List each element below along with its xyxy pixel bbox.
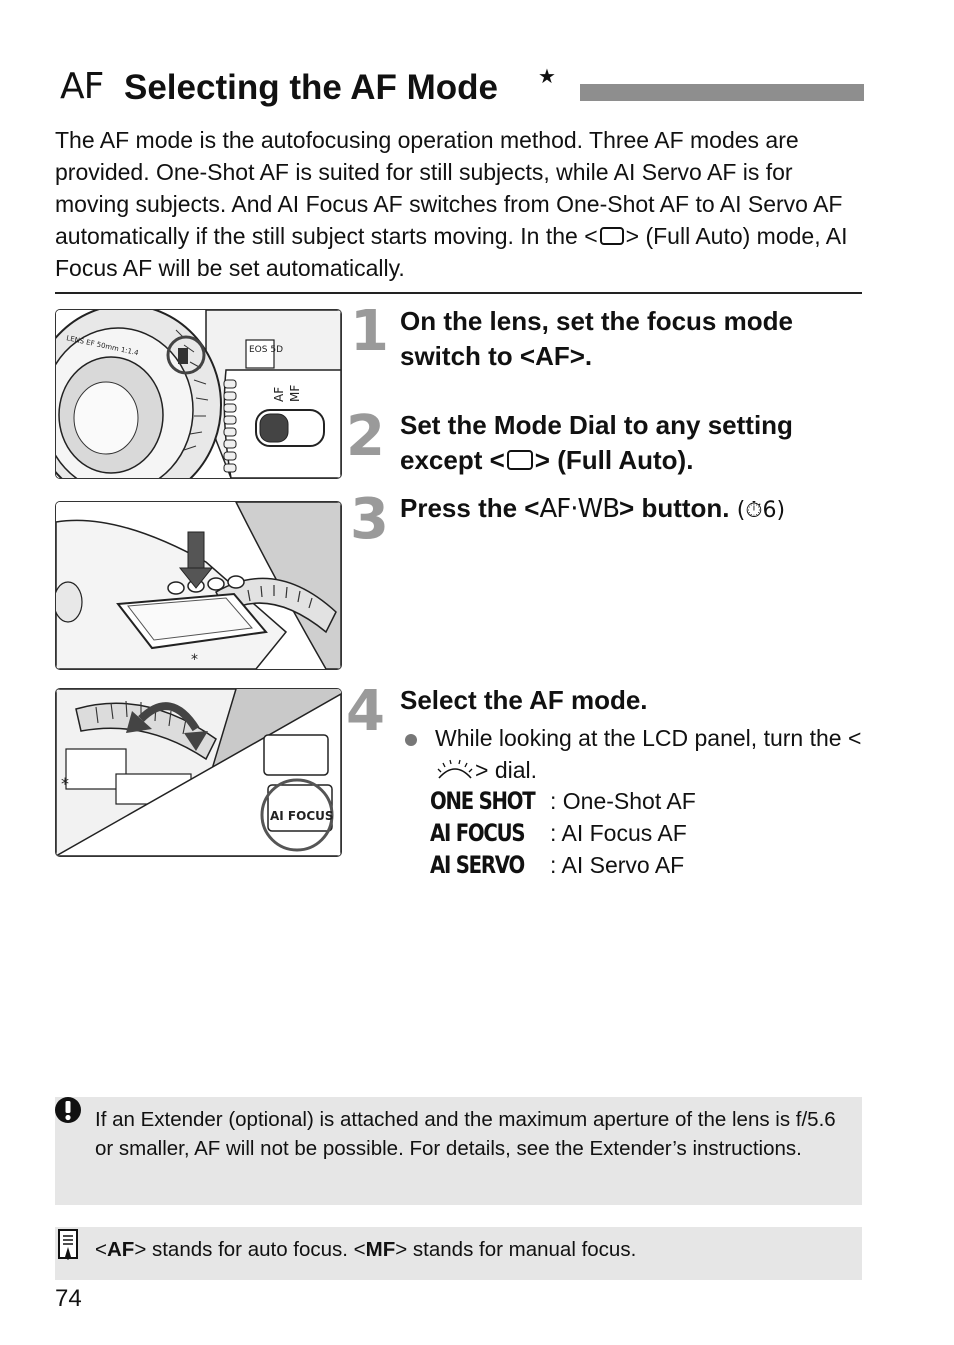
svg-text:*: * <box>191 652 198 668</box>
mode-desc: : AI Servo AF <box>550 852 685 878</box>
step-2-text: Set the Mode Dial to any setting except < > (Full Auto). <box>400 410 793 475</box>
page-number: 74 <box>55 1285 82 1312</box>
note-icon <box>58 1229 80 1261</box>
title-row <box>56 64 864 112</box>
full-auto-icon <box>600 227 624 245</box>
mode-desc: : AI Focus AF <box>550 820 687 846</box>
lens-switch-figure <box>55 309 342 479</box>
mode-code: AI SERVO <box>430 851 524 879</box>
dial-lcd-figure <box>55 688 342 857</box>
step-number-4: 4 <box>346 679 385 744</box>
title-bar <box>580 84 864 101</box>
step-number-3: 3 <box>350 487 389 552</box>
mode-ai-focus <box>430 817 687 849</box>
step-number-2: 2 <box>346 404 385 469</box>
main-dial-icon <box>435 758 475 782</box>
bullet-icon <box>405 734 417 746</box>
lens-label: LENS EF 50mm 1:1.4 <box>65 334 140 358</box>
full-auto-icon <box>507 450 533 470</box>
switch-af-label: AF <box>272 386 286 402</box>
intro-paragraph: The AF mode is the autofocusing operation method. Three AF modes are provided. One-Shot AF is suited for still subjects, while AI Servo AF is for moving subjects. And AI Focus AF switches from One-Shot AF to AI Servo AF automatically if the still subject starts moving. In the < > (Full Auto) mode, AI Focus AF will be set automatically. <box>55 127 848 281</box>
mode-code: ONE SHOT <box>430 787 535 815</box>
step-number-1: 1 <box>350 299 389 364</box>
star-icon: ★ <box>538 66 556 88</box>
mode-desc: : One-Shot AF <box>550 788 696 814</box>
af-icon: AF <box>60 66 104 107</box>
note-box <box>55 1227 862 1280</box>
mode-ai-servo <box>430 849 685 881</box>
note-text: <AF> stands for auto focus. <MF> stands for manual focus. <box>95 1238 637 1261</box>
af-wb-button-icon: AF·WB <box>539 494 620 524</box>
page-title: Selecting the AF Mode <box>124 68 499 107</box>
lcd-ai-focus-label: AI FOCUS <box>270 809 334 823</box>
step-1-text: On the lens, set the focus mode switch to <AF>. <box>400 306 793 371</box>
caution-box <box>55 1097 862 1205</box>
svg-text:*: * <box>61 774 69 793</box>
mode-code: AI FOCUS <box>430 819 525 847</box>
step-4-text: Select the AF mode. <box>400 685 648 715</box>
page-reference: (⏱6) <box>736 498 786 523</box>
switch-mf-label: MF <box>288 384 302 402</box>
caution-icon <box>55 1097 85 1127</box>
mode-one-shot <box>430 785 696 817</box>
caution-text: If an Extender (optional) is attached and the maximum aperture of the lens is f/5.6 or smaller, AF will not be possible. For details, see the Extender’s instructions. <box>95 1108 836 1160</box>
step-3-text: Press the <AF·WB> button. (⏱6) <box>400 493 786 524</box>
eos-logo: EOS 5D <box>249 345 284 355</box>
divider <box>55 292 862 294</box>
af-wb-button-figure <box>55 501 342 670</box>
